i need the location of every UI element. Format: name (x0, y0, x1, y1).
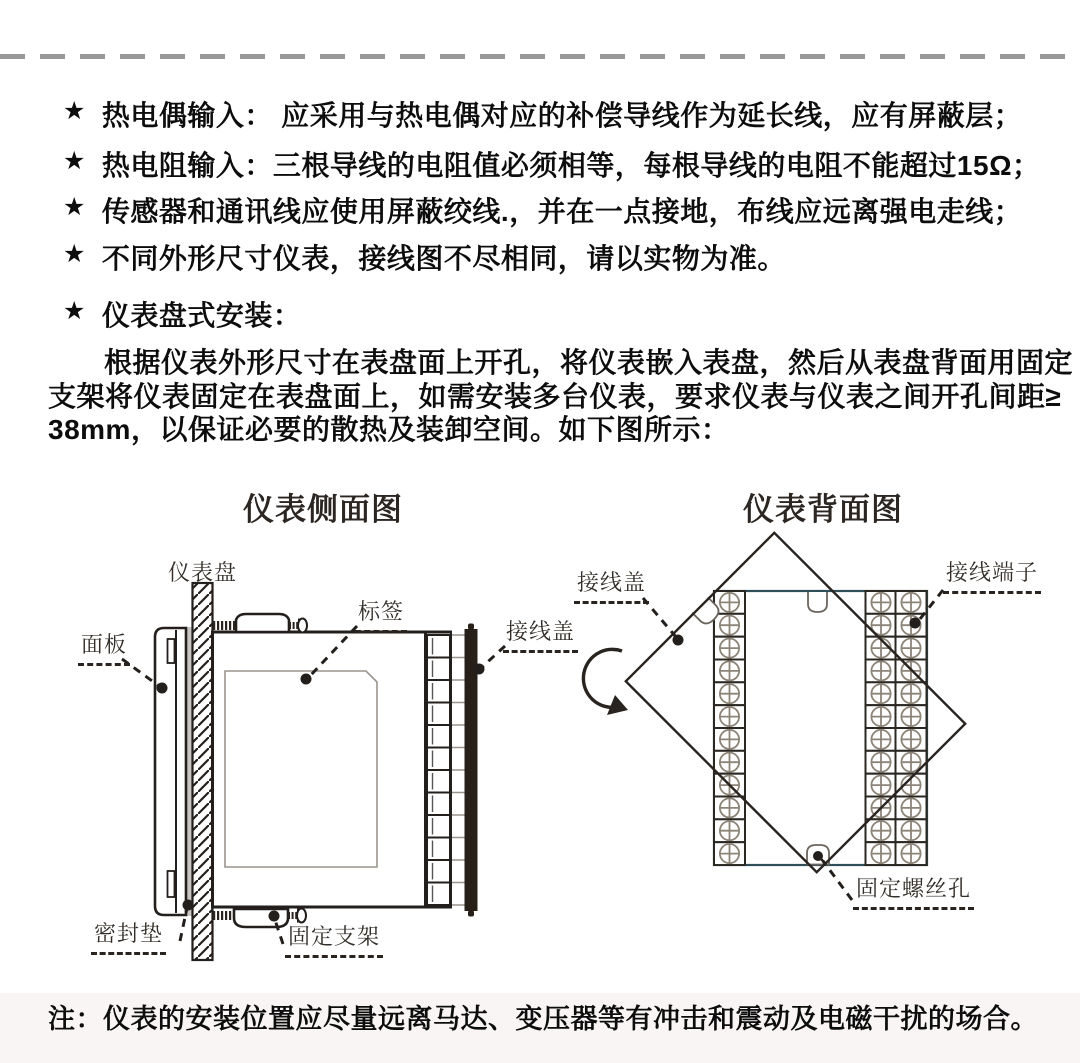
bullet-text: 仪表盘式安装： (101, 300, 302, 331)
star-icon: ★ (63, 297, 86, 325)
bezel-slot-top (168, 639, 175, 663)
installation-note: 注：仪表的安装位置应尽量远离马达、变压器等有冲击和震动及电磁干扰的场合。 (48, 1004, 1038, 1034)
back-view-title: 仪表背面图 (743, 492, 903, 527)
label-mounting-panel: 仪表盘 (168, 560, 238, 585)
bullet-text: 传感器和通讯线应使用屏蔽绞线.，并在一点接地，布线应远离强电走线； (101, 196, 1023, 227)
terminal-box-column (427, 635, 450, 905)
paragraph-line: 根据仪表外形尺寸在表盘面上开孔，将仪表嵌入表盘，然后从表盘背面用固定 (104, 347, 1074, 378)
bullet-text: 不同外形尺寸仪表，接线图不尽相同，请以实物为准。 (101, 243, 786, 274)
rotation-arrow-head (607, 695, 628, 715)
leader-screw-hole (823, 861, 852, 900)
terminal-column-right-a (866, 591, 897, 865)
label-front-panel: 面板 (78, 628, 130, 666)
leader-cover (481, 646, 505, 668)
cover-nub-top (468, 624, 474, 630)
star-icon: ★ (63, 147, 86, 175)
label-terminal-cover-back: 接线盖 (574, 566, 649, 604)
top-bracket (213, 614, 307, 633)
side-view-title: 仪表侧面图 (243, 492, 403, 527)
star-icon: ★ (63, 97, 86, 125)
mounting-panel-hatch (193, 583, 213, 960)
terminal-rungs (450, 635, 465, 905)
label-gasket: 密封垫 (91, 917, 166, 955)
paragraph-line: 支架将仪表固定在表盘面上，如需安装多台仪表，要求仪表与仪表之间开孔间距≥ (48, 380, 1062, 412)
latch-hole (808, 592, 827, 612)
star-icon: ★ (63, 240, 86, 268)
cover-nub-bottom (468, 911, 474, 917)
bullet-text: 热电偶输入： 应采用与热电偶对应的补偿导线作为延长线，应有屏蔽层； (101, 100, 1023, 131)
label-bracket: 固定支架 (285, 920, 383, 958)
terminal-column-right-b (896, 591, 927, 865)
paragraph-line: 38mm，以保证必要的散热及装卸空间。如下图所示： (48, 414, 730, 445)
label-terminal: 接线端子 (943, 556, 1041, 594)
bezel-slot-bottom (168, 871, 175, 897)
side-view-figure (122, 583, 505, 960)
terminal-column-left (714, 591, 745, 865)
label-screw-hole: 固定螺丝孔 (853, 872, 974, 910)
label-tag: 标签 (355, 595, 407, 633)
star-icon: ★ (63, 193, 86, 221)
label-terminal-cover-side: 接线盖 (503, 615, 578, 653)
bullet-text: 热电阻输入：三根导线的电阻值必须相等，每根导线的电阻不能超过15Ω； (101, 150, 1041, 181)
tag-area (225, 671, 377, 867)
